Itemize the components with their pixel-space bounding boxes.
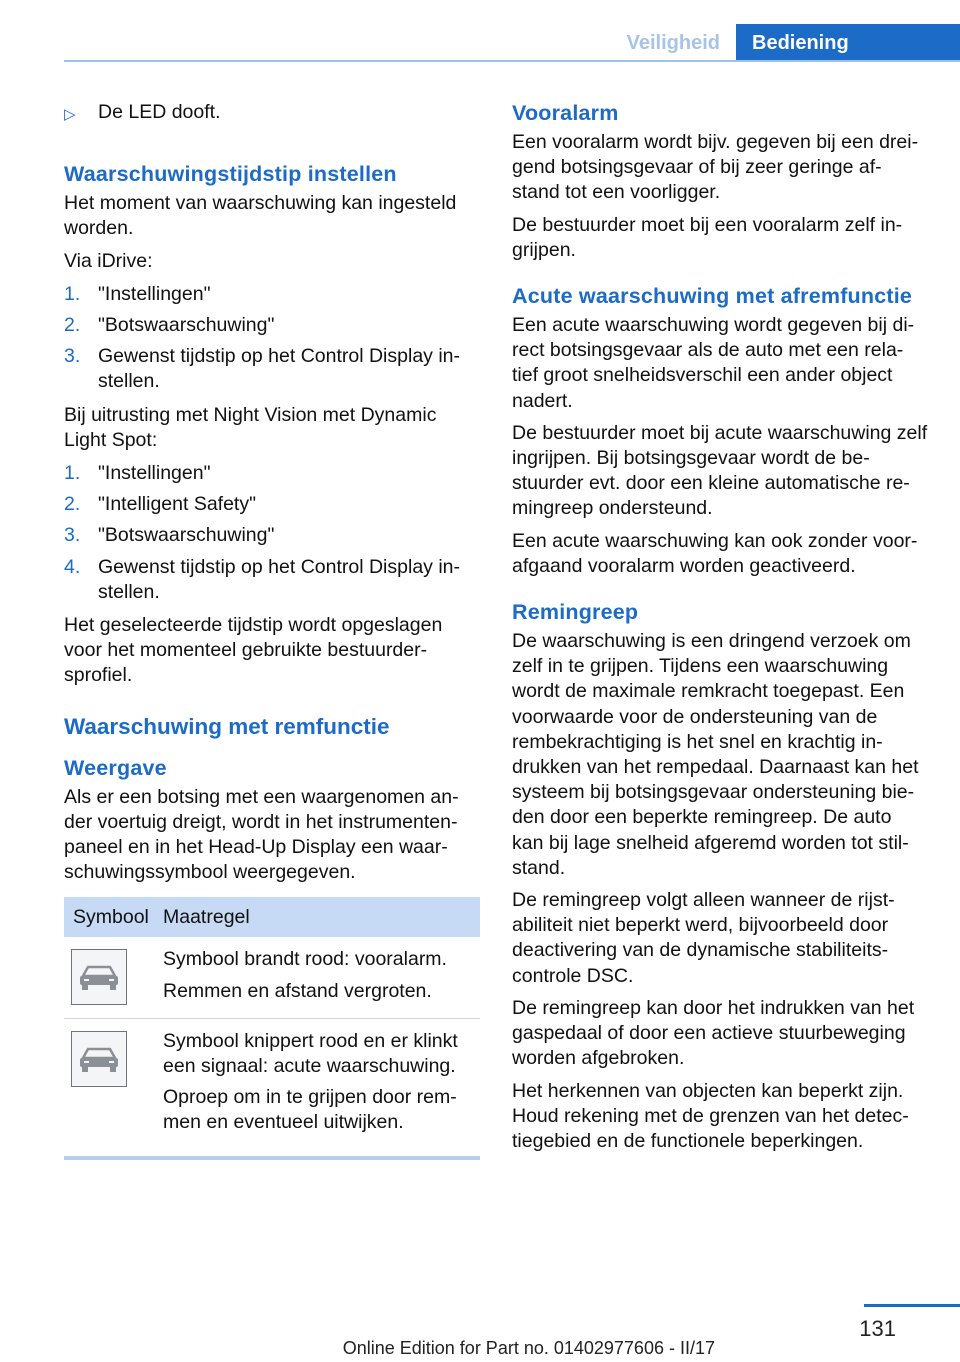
bullet-item bbox=[64, 100, 480, 127]
table-header bbox=[64, 897, 480, 937]
tab-bediening[interactable]: Bediening bbox=[736, 24, 960, 62]
table-row bbox=[64, 937, 480, 1018]
car-warning-icon bbox=[71, 949, 127, 1005]
paragraph: Het geselecteerde tijdstip wordt opgeslagen voor het momenteel gebruikte bestuurder- sprofiel. bbox=[64, 614, 443, 687]
paragraph: Een vooralarm wordt bijv. gegeven bij een drei- gend botsingsgevaar of bij zeer geringe af- stand tot een voorligger. bbox=[512, 131, 919, 204]
paragraph: De waarschuwing is een dringend verzoek om zelf in te grijpen. Tijdens een waarschuwing wordt de maximale remkracht toegepast. Een voorwaarde voor de ondersteuning van de rembekrachtiging is het snel en krachtig in- drukken van het rempedaal. Daarnaast kan het systeem bij botsingsgevaar ondersteuning bie- den door een beperkte remingreep. De auto kan bij lage snelheid afgeremd worden tot stil- stand. bbox=[512, 630, 919, 879]
list-item: 2. "Botswaarschuwing" bbox=[64, 314, 275, 337]
heading-waarschuwingstijdstip: Waarschuwingstijdstip instellen bbox=[64, 162, 397, 187]
page-number: 131 bbox=[859, 1316, 896, 1341]
table-cell-text: Remmen en afstand vergroten. bbox=[163, 979, 432, 1002]
heading-acute-waarschuwing: Acute waarschuwing met afremfunctie bbox=[512, 284, 913, 309]
left-column bbox=[64, 100, 480, 1160]
table-cell-text: Oproep om in te grijpen door rem- men en eventueel uitwijken. bbox=[163, 1086, 457, 1134]
list-item: 2. "Intelligent Safety" bbox=[64, 493, 257, 516]
car-warning-icon bbox=[71, 1031, 127, 1087]
paragraph: Het herkennen van objecten kan beperkt zijn. Houd rekening met de grenzen van het detec- tiegebied en de functionele beperkingen. bbox=[512, 1079, 909, 1152]
paragraph: De remingreep kan door het indrukken van het gaspedaal of door een actieve stuurbeweging worden afgebroken. bbox=[512, 996, 915, 1070]
numbered-list-idrive bbox=[64, 282, 480, 395]
header-divider bbox=[64, 60, 960, 62]
table-row bbox=[64, 1019, 480, 1160]
column-header-symbool: Symbool bbox=[73, 906, 149, 929]
list-item: 4. Gewenst tijdstip op het Control Display in- stellen. bbox=[64, 555, 460, 603]
paragraph: De bestuurder moet bij acute waarschuwing zelf ingrijpen. Bij botsingsgevaar wordt de be- stuurder evt. door een kleine automatische re- mingreep ondersteund. bbox=[512, 421, 928, 520]
list-item: 1. "Instellingen" bbox=[64, 282, 211, 305]
table-cell-text: Symbool knippert rood en er klinkt een signaal: acute waarschuwing. bbox=[163, 1029, 458, 1078]
page-header bbox=[64, 0, 960, 62]
paragraph: Als er een botsing met een waargenomen an- der voertuig dreigt, wordt in het instrumenten- paneel en in het Head-Up Display een waar- schuwingssymbool weergegeven. bbox=[64, 785, 459, 884]
footer-divider bbox=[864, 1304, 960, 1307]
heading-remfunctie: Waarschuwing met remfunctie bbox=[64, 713, 390, 739]
paragraph: De bestuurder moet bij een vooralarm zelf in- grijpen. bbox=[512, 213, 903, 261]
heading-remingreep: Remingreep bbox=[512, 600, 639, 625]
list-item: 3. Gewenst tijdstip op het Control Display in- stellen. bbox=[64, 345, 460, 393]
edition-text: Online Edition for Part no. 01402977606 - II/17 bbox=[342, 1338, 715, 1358]
list-item: 3. "Botswaarschuwing" bbox=[64, 524, 275, 547]
paragraph: Bij uitrusting met Night Vision met Dynamic Light Spot: bbox=[64, 403, 437, 451]
tab-veiligheid[interactable]: Veiligheid bbox=[626, 32, 720, 54]
paragraph: Via iDrive: bbox=[64, 249, 153, 272]
paragraph: Een acute waarschuwing wordt gegeven bij di- rect botsingsgevaar als de auto met een rela- tief groot snelheidsverschil een ander object nadert. bbox=[512, 314, 915, 412]
numbered-list-nightvision bbox=[64, 461, 480, 605]
column-header-maatregel: Maatregel bbox=[163, 906, 250, 929]
heading-weergave: Weergave bbox=[64, 755, 167, 780]
paragraph: De remingreep volgt alleen wanneer de rijst- abiliteit niet beperkt werd, bijvoorbeeld door deactivering van de dynamische stabiliteits- controle DSC. bbox=[512, 889, 895, 987]
triangle-bullet-icon: ▷ bbox=[64, 106, 76, 123]
table-cell-text: Symbool brandt rood: vooralarm. bbox=[163, 948, 447, 971]
paragraph: Het moment van waarschuwing kan ingesteld worden. bbox=[64, 192, 457, 240]
right-column bbox=[512, 100, 928, 1161]
bullet-text: De LED dooft. bbox=[98, 101, 221, 123]
paragraph: Een acute waarschuwing kan ook zonder voor- afgaand vooralarm worden geactiveerd. bbox=[512, 529, 918, 577]
list-item: 1. "Instellingen" bbox=[64, 462, 211, 485]
heading-vooralarm: Vooralarm bbox=[512, 101, 619, 125]
symbol-table bbox=[64, 897, 480, 1159]
